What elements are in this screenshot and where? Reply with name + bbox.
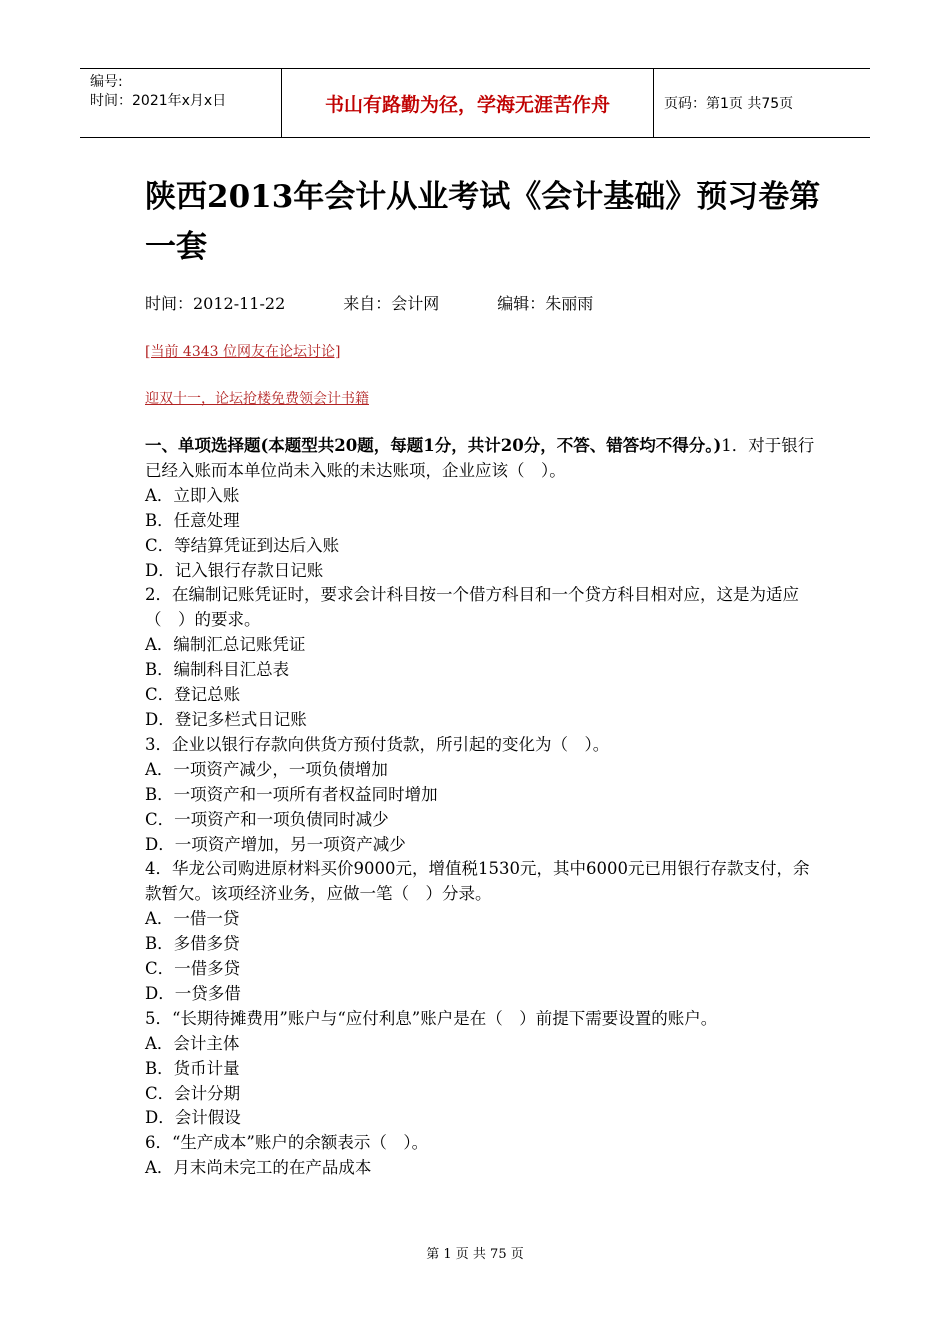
question-line: 5．“长期待摊费用”账户与“应付利息”账户是在（ ）前提下需要设置的账户。: [145, 1008, 718, 1028]
question-content: [145, 434, 815, 1181]
question-line: B．多借多贷: [145, 934, 240, 954]
question-line: 3．企业以银行存款向供货方预付货款，所引起的变化为（ ）。: [145, 734, 610, 754]
document-number-label: 编号:: [90, 74, 123, 90]
question-line: B．货币计量: [145, 1058, 240, 1078]
question-line: B．任意处理: [145, 510, 240, 530]
page-header: [80, 68, 870, 138]
question-line: D．一项资产增加，另一项资产减少: [145, 834, 406, 854]
question-line: A．立即入账: [145, 485, 240, 505]
question-line: 6．“生产成本”账户的余额表示（ ）。: [145, 1133, 429, 1153]
question-text: 1．对于银行已经入账而本单位尚未入账的未达账项，企业应该（ ）。: [145, 436, 815, 480]
question-line: A．会计主体: [145, 1033, 240, 1053]
question-line: 4．华龙公司购进原材料买价9000元，增值税1530元，其中6000元已用银行存款支付，余款暂欠。该项经济业务，应做一笔（ ）分录。: [145, 859, 810, 904]
section-paragraph: [145, 434, 815, 484]
document-time-label: 时间：2021年x月x日: [90, 93, 227, 109]
question-line: D．会计假设: [145, 1108, 241, 1128]
article-meta: [145, 292, 651, 316]
question-line: D．登记多栏式日记账: [145, 709, 307, 729]
question-line: C．一借多贷: [145, 959, 241, 979]
question-line: 2．在编制记账凭证时，要求会计科目按一个借方科目和一个贷方科目相对应，这是为适应（ ）的要求。: [145, 585, 799, 630]
section-heading: 一、单项选择题(本题型共20题，每题1分，共计20分，不答、错答均不得分。): [145, 436, 722, 455]
question-line: A．编制汇总记账凭证: [145, 635, 306, 655]
question-line: C．登记总账: [145, 685, 241, 705]
question-line: A．月末尚未完工的在产品成本: [145, 1158, 372, 1178]
forum-discussion-link[interactable]: [当前 4343 位网友在论坛讨论]: [145, 344, 341, 360]
question-line: D．记入银行存款日记账: [145, 560, 324, 580]
question-line: D．一贷多借: [145, 983, 241, 1003]
question-line: A．一项资产减少，一项负债增加: [145, 759, 388, 779]
question-line: C．会计分期: [145, 1083, 241, 1103]
header-left-cell: [80, 69, 282, 137]
meta-source: 来自：会计网: [343, 294, 440, 313]
promo-link[interactable]: 迎双十一，论坛抢楼免费领会计书籍: [145, 391, 369, 407]
page-footer: 第 1 页 共 75 页: [426, 1247, 524, 1262]
header-page-info: 页码：第1页 共75页: [664, 96, 794, 112]
question-line: C．一项资产和一项负债同时减少: [145, 809, 389, 829]
meta-editor: 编辑：朱丽雨: [497, 294, 594, 313]
question-line: B．编制科目汇总表: [145, 660, 290, 680]
header-motto: 书山有路勤为径，学海无涯苦作舟: [282, 69, 654, 137]
question-line: C．等结算凭证到达后入账: [145, 535, 340, 555]
meta-time: 时间：2012-11-22: [145, 294, 286, 313]
document-title: 陕西2013年会计从业考试《会计基础》预习卷第一套: [145, 179, 821, 265]
question-line: B．一项资产和一项所有者权益同时增加: [145, 784, 438, 804]
question-line: A．一借一贷: [145, 909, 240, 929]
